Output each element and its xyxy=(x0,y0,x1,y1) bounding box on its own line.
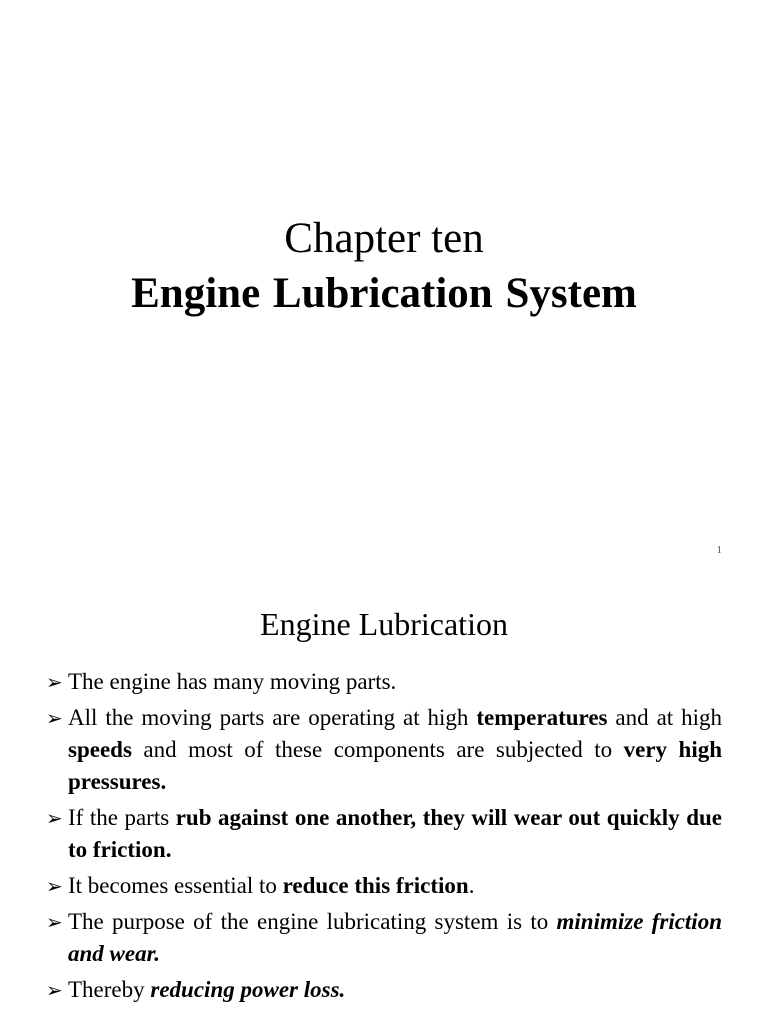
bullet-text: The purpose of the engine lubricating system is to xyxy=(68,909,557,934)
emphasis-text: rub against one another, they will wear out quickly due to friction. xyxy=(68,805,722,862)
bullet-text: and most of these components are subjected to xyxy=(131,737,624,762)
arrow-bullet-icon: ➢ xyxy=(46,706,63,730)
emphasis-text: reduce this friction xyxy=(282,873,469,898)
bullet-text: If the parts xyxy=(68,805,176,830)
emphasis-text: minimize friction and wear. xyxy=(68,909,722,966)
content-slide xyxy=(0,572,768,1024)
arrow-bullet-icon: ➢ xyxy=(46,806,63,830)
bullet-item xyxy=(46,666,722,698)
bullet-text: . xyxy=(468,873,475,898)
emphasis-text: reducing power loss. xyxy=(150,977,346,1002)
bullet-item xyxy=(46,906,722,970)
arrow-bullet-icon: ➢ xyxy=(46,670,63,694)
arrow-bullet-icon: ➢ xyxy=(46,978,63,1002)
emphasis-text: temperatures xyxy=(476,705,608,730)
bullet-text: Thereby xyxy=(68,977,151,1002)
slide-title: Engine Lubrication System xyxy=(131,270,637,317)
emphasis-text: very high pressures. xyxy=(68,737,723,794)
bullet-item xyxy=(46,802,722,866)
chapter-label: Chapter ten xyxy=(284,215,484,262)
bullet-item xyxy=(46,870,722,902)
bullet-text: The engine has many moving parts. xyxy=(68,669,397,694)
bullet-item xyxy=(46,974,722,1006)
arrow-bullet-icon: ➢ xyxy=(46,874,63,898)
page-number: 1 xyxy=(716,544,722,556)
bullet-list xyxy=(46,666,722,1010)
emphasis-text: speeds xyxy=(68,737,132,762)
section-heading: Engine Lubrication xyxy=(260,606,508,642)
bullet-text: All the moving parts are operating at high xyxy=(68,705,477,730)
bullet-text: It becomes essential to xyxy=(68,873,283,898)
bullet-item xyxy=(46,702,722,798)
bullet-text: and at high xyxy=(607,705,722,730)
arrow-bullet-icon: ➢ xyxy=(46,910,63,934)
